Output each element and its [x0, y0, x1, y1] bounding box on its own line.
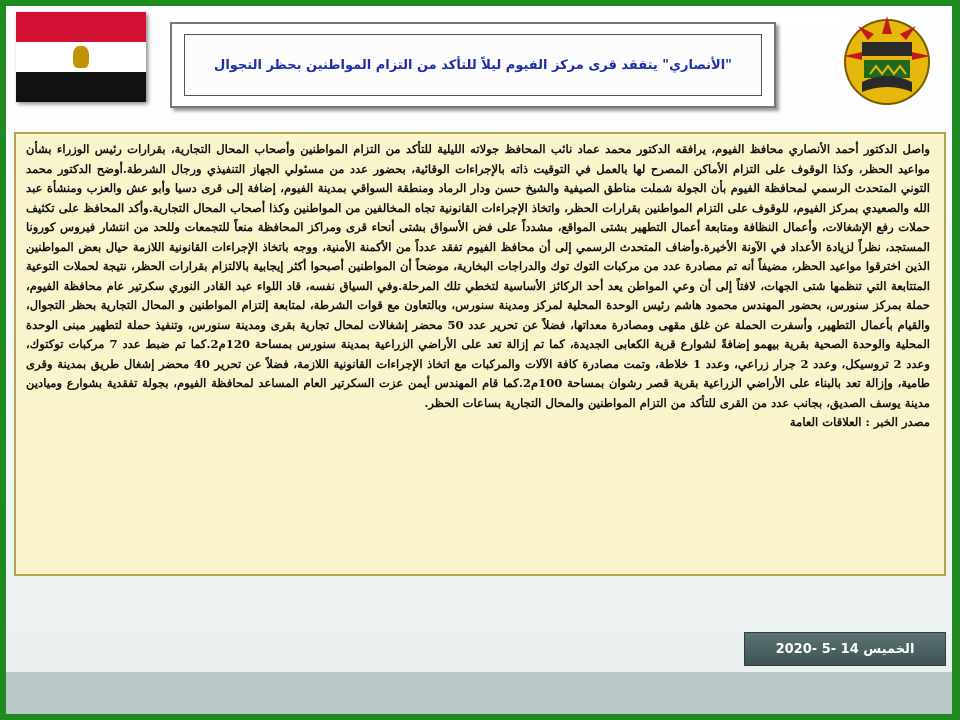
header-box	[170, 22, 776, 108]
article-text	[16, 134, 944, 439]
fayoum-governorate-logo-icon	[832, 12, 942, 112]
header-inner-frame	[184, 34, 762, 96]
date-bar	[744, 632, 946, 666]
article-box	[14, 132, 946, 576]
eagle-emblem-icon	[73, 46, 89, 68]
bottom-band	[6, 672, 952, 714]
publish-date: الخميس 14 -5 -2020	[775, 641, 915, 657]
page-title: "الأنصاري" يتفقد قرى مركز الفيوم ليلاً للتأكد من التزام المواطنين بحظر التجوال	[214, 57, 732, 73]
article-source: مصدر الخبر : العلاقات العامة	[789, 415, 930, 429]
article-body: واصل الدكتور أحمد الأنصاري محافظ الفيوم، يرافقه الدكتور محمد عماد نائب المحافظ جولاته الليلية للتأكد من التزام المواطنين وأصحاب المحال التجارية، بقرارات رئيس الوزراء بشأن مواعيد الحظر، وكذا الوقوف على التزام الأماكن المصرح لها بالعمل في التوقيت ذاته بالإجراءات الوقائية، بحضور عدد من مسئولي الجهاز التنفيذي ورجال الشرطة.أوضح الدكتور محمد التوني المتحدث الرسمي لمحافظة الفيوم بأن الجولة شملت مناطق الصيفية والشيخ حسن ودار الرماد ومنطقة السواقي بمدينة الفيوم، إضافة إلى قرى دسيا وأبو عش والعزب ومنشأة عبد الله والصعيدي بمركز الفيوم، للوقوف على التزام المواطنين بقرارات الحظر، واتخاذ الإجراءات القانونية تجاه المخالفين من المواطنين وكذا أصحاب المحال التجارية.وأكد المحافظ على تكثيف حملات رفع الإشغالات، وأعمال النظافة ومتابعة أعمال التطهير بشتى المواقع، مشدداً على فض الأسواق بشتى أنحاء قرى ومراكز المحافظة منعاً للتجمعات وللحد من انتشار فيروس كورونا المستجد، نظراً لزيادة الأعداد في الآونة الأخيرة.وأضاف المتحدث الرسمي إلى أن محافظ الفيوم تفقد عدداً من الأكمنة الأمنية، ووجه باتخاذ الإجراءات القانونية اللازمة حيال بعض المواطنين الذين اخترقوا مواعيد الحظر، مضيفاً أنه تم مصادرة عدد من مركبات التوك توك والدراجات البخارية، موضحاً أن المواطنين أصبحوا أكثر إيجابية بالالتزام بقرارات الحظر، نتيجة لحملات التوعية المتتابعة التي تنظمها شتى الجهات، لافتاً إلى أن وعي المواطن يعد أحد الركائز الأساسية لتخطي تلك المرحلة.وفي السياق نفسه، قاد اللواء عبد القادر النوري سكرتير عام محافظة الفيوم، حملة بمركز سنورس، بحضور المهندس محمود هاشم رئيس الوحدة المحلية لمركز ومدينة سنورس، وبالتعاون مع قوات الشرطة، لمتابعة إلتزام المواطنين و المحال التجارية بحظر التجوال، والقيام بأعمال التطهير، وأسفرت الحملة عن غلق مقهى ومصادرة معداتها، فضلاً عن تحرير عدد 50 محضر إشغالات لمحال تجارية بقرى ومدينة سنورس، وتنفيذ حملة لتطهير مبنى الوحدة المحلية والوحدة الصحية بقرية بيهمو إضافةً لشوارع قرية الكعابى الجديدة، كما تم إزالة تعد على الأراضي الزراعية بمدينة سنورس بمساحة 120م2.كما تم ضبط عدد 7 مركبات توكتوك، وعدد 2 تروسيكل، وعدد 2 جرار زراعي، وعدد 1 خلاطة، وتمت مصادرة كافة الآلات والمركبات مع اتخاذ الإجراءات القانونية اللازمة، فضلاً عن تحرير 40 محضر إشغال طريق بمدينة وقرى طامية، وإزالة تعد بالبناء على الأراضي الزراعية بقرية قصر رشوان بمساحة 100م2.كما قام المهندس أيمن عزت السكرتير العام المساعد لمحافظة الفيوم، بجولة تفقدية بشوارع وميادين مدينة يوسف الصديق، بجانب عدد من القرى للتأكد من التزام المواطنين والمحال التجارية بساعات الحظر.	[26, 142, 930, 410]
egypt-flag-icon	[16, 12, 146, 102]
